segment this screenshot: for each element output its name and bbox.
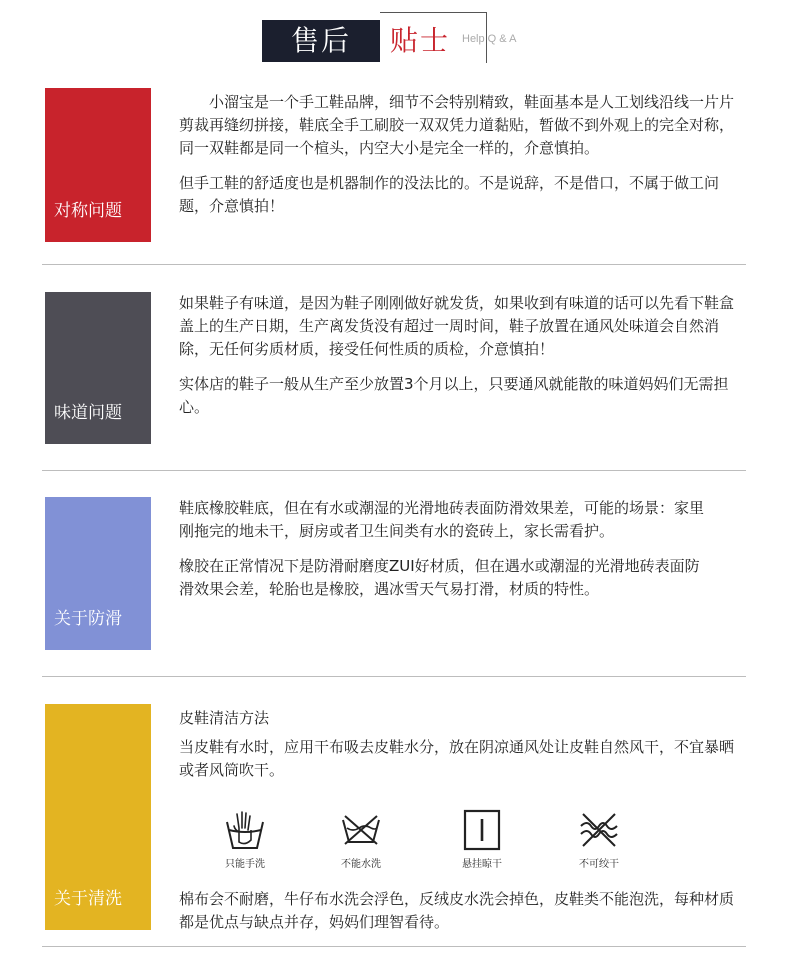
paragraph: 小溜宝是一个手工鞋品牌，细节不会特别精致，鞋面基本是人工划线沿线一片片剪裁再缝纫拼接，鞋底全手工刷胶一双双凭力道黏贴，暂做不到外观上的完全对称，同一双鞋都是同一个楦头，内空大小是完全一样的，介意慎拍。 — [179, 93, 735, 157]
paragraph: 鞋底橡胶鞋底，但在有水或潮湿的光滑地砖表面防滑效果差，可能的场景：家里刚拖完的地未干，厨房或者卫生间类有水的瓷砖上，家长需看护。 — [179, 499, 705, 540]
care-label: 只能手洗 — [225, 859, 265, 870]
section-tile — [45, 704, 151, 930]
section-label: 关于防滑 — [54, 609, 122, 629]
divider — [42, 470, 746, 471]
hang-dry-icon — [462, 808, 502, 852]
section-cleaning — [42, 704, 746, 934]
section-heading: 皮鞋清洁方法 — [179, 709, 270, 727]
care-item — [564, 808, 634, 872]
care-icons — [210, 808, 630, 888]
header-subtitle: Help Q & A — [462, 33, 517, 45]
section-antislip — [42, 497, 746, 657]
care-label: 悬挂晾干 — [462, 859, 502, 870]
care-item — [326, 808, 396, 872]
divider — [42, 676, 746, 677]
section-label: 味道问题 — [54, 403, 122, 423]
section-text-bottom — [179, 888, 745, 934]
section-text — [179, 497, 714, 601]
paragraph: 如果鞋子有味道，是因为鞋子刚刚做好就发货，如果收到有味道的话可以先看下鞋盒盖上的生产日期，生产离发货没有超过一周时间，鞋子放置在通风处味道会自然消除，无任何劣质材质，接受任何性质的质检，介意慎拍！ — [179, 294, 735, 358]
paragraph: 橡胶在正常情况下是防滑耐磨度ZUI好材质，但在遇水或潮湿的光滑地砖表面防滑效果会差，轮胎也是橡胶，遇冰雪天气易打滑，材质的特性。 — [179, 557, 700, 598]
section-label: 关于清洗 — [54, 889, 122, 909]
paragraph: 实体店的鞋子一般从生产至少放置3个月以上，只要通风就能散的味道妈妈们无需担心。 — [179, 375, 729, 416]
divider — [42, 264, 746, 265]
section-tile — [45, 88, 151, 242]
header-title-red: 贴士 — [390, 24, 451, 57]
section-text — [179, 292, 745, 419]
hand-wash-icon — [225, 808, 265, 852]
care-label: 不可绞干 — [579, 859, 619, 870]
care-label: 不能水洗 — [341, 859, 381, 870]
care-item — [210, 808, 280, 872]
page-header — [262, 12, 517, 62]
section-text — [179, 91, 745, 218]
care-item — [447, 808, 517, 872]
section-tile — [45, 292, 151, 444]
divider — [42, 946, 746, 947]
section-odor — [42, 292, 746, 452]
no-wring-icon — [577, 808, 621, 852]
section-tile — [45, 497, 151, 650]
no-water-wash-icon — [341, 808, 381, 852]
section-symmetry — [42, 88, 746, 248]
paragraph: 但手工鞋的舒适度也是机器制作的没法比的。不是说辞，不是借口，不属于做工问题，介意慎拍！ — [179, 174, 720, 215]
section-label: 对称问题 — [54, 201, 122, 221]
section-text — [179, 707, 745, 782]
header-title-dark: 售后 — [262, 20, 380, 62]
paragraph: 当皮鞋有水时，应用干布吸去皮鞋水分，放在阴凉通风处让皮鞋自然风干，不宜暴晒或者风筒吹干。 — [179, 738, 735, 779]
paragraph: 棉布会不耐磨，牛仔布水洗会浮色，反绒皮水洗会掉色，皮鞋类不能泡洗，每种材质都是优点与缺点并存，妈妈们理智看待。 — [179, 890, 735, 931]
